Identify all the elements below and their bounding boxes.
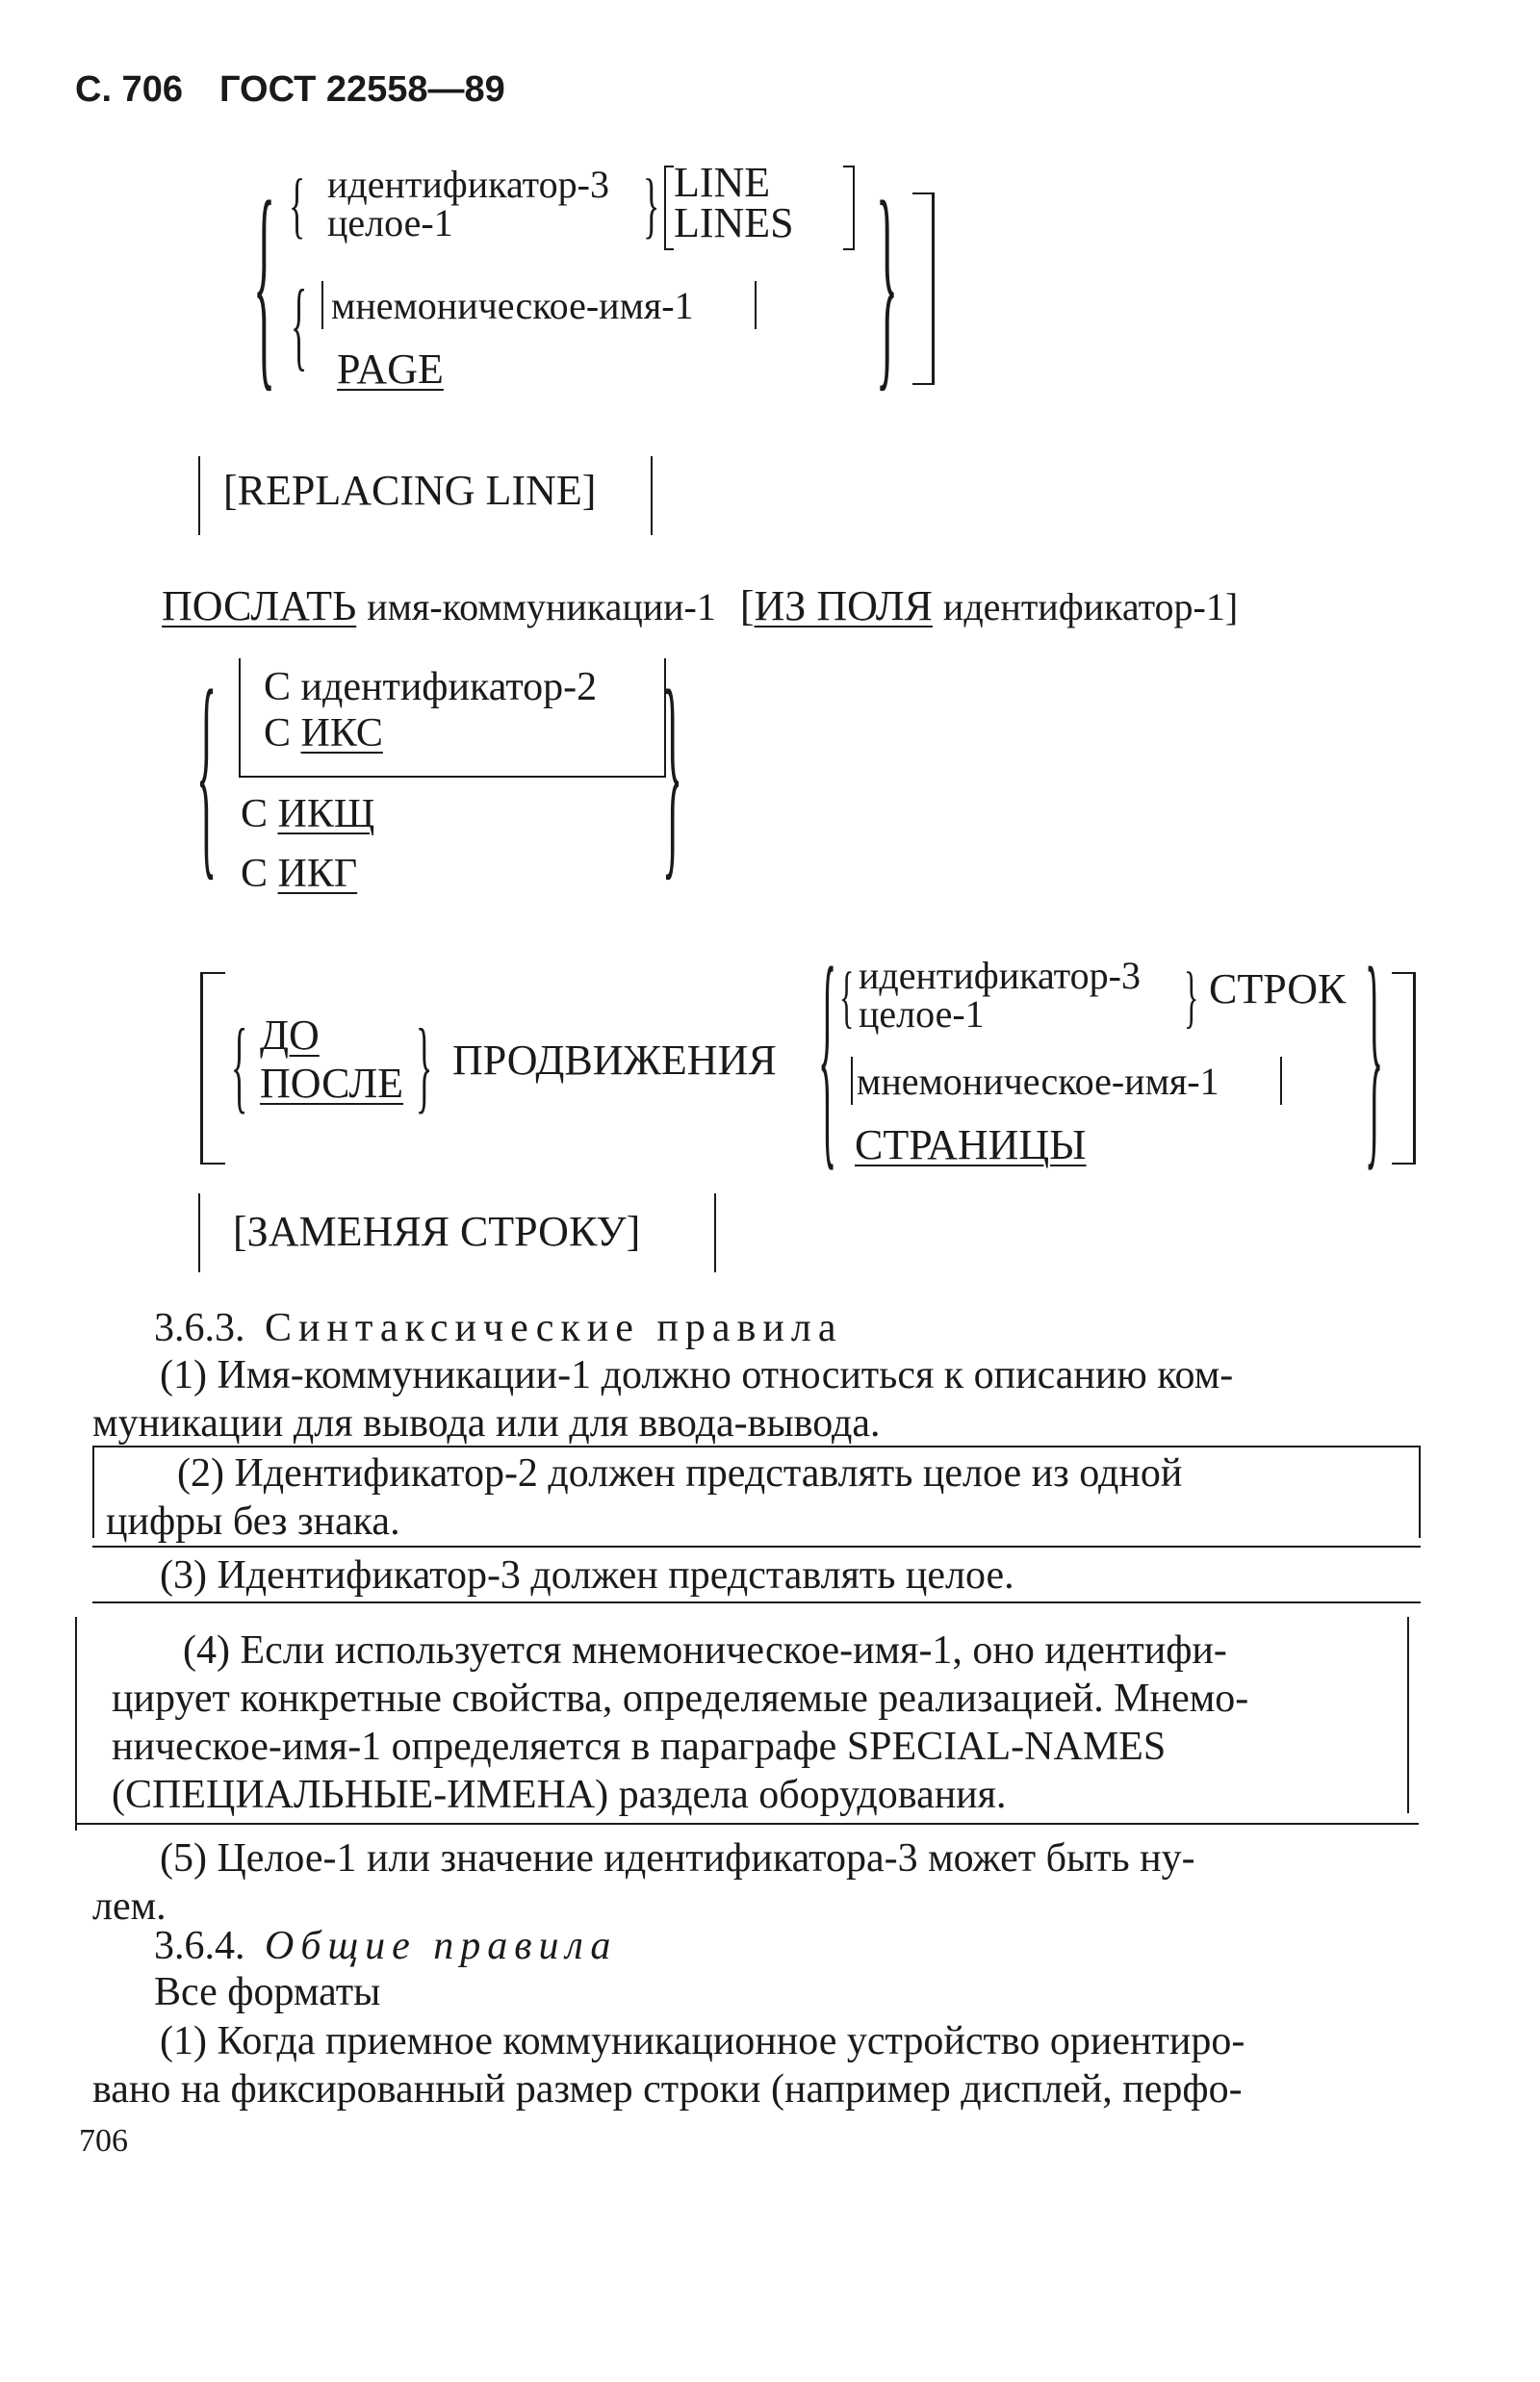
inner-left-brace-2: { [291, 269, 308, 381]
syntax-rule-2 [106, 1449, 1415, 1546]
with-iksh-prefix: С [241, 792, 278, 836]
advancing-options-left-brace: { [818, 921, 837, 1192]
general-rules-heading: Общие правила [265, 1924, 618, 1968]
replacing-rule-right [651, 456, 653, 535]
syntax-rule-3 [92, 1551, 1014, 1600]
outer-right-bracket-bottom [912, 383, 934, 385]
iksh-keyword: ИКЩ [277, 792, 375, 836]
rule-4-rule-bottom [75, 1823, 1419, 1825]
after-keyword: ПОСЛЕ [260, 1060, 404, 1107]
advancing-options-right-brace: } [1365, 921, 1384, 1192]
line-bracket-right-bottom [843, 248, 853, 250]
identifier-int-left-brace: { [839, 959, 855, 1036]
advancing-left-bracket-bottom [200, 1163, 225, 1165]
replacing-rule-left [198, 456, 200, 535]
page-number: 706 [79, 2123, 128, 2159]
advancing-right-bracket-top [1392, 972, 1415, 974]
line-bracket-left-bottom [664, 248, 674, 250]
advancing-right-bracket-bottom [1392, 1163, 1415, 1165]
syntax-rule-4-line-4: (СПЕЦИАЛЬНЫЕ-ИМЕНА) раздела оборудования. [112, 1773, 1007, 1817]
replacing-ru-rule-left [198, 1193, 200, 1272]
rule-4-change-bar-left [75, 1617, 77, 1831]
advancing-right-bracket [1413, 972, 1416, 1165]
advancing-left-bracket [200, 972, 203, 1165]
from-field-keyword: ИЗ ПОЛЯ [754, 582, 933, 629]
syntax-rule-4-line-2: цирует конкретные свойства, определяемые реализацией. Мнемо- [112, 1677, 1249, 1721]
line-bracket-right-top [843, 166, 853, 167]
rule-3-rule-top [92, 1546, 1421, 1548]
line-bracket-right [853, 166, 855, 250]
syntax-rule-4-line-3: ническое-имя-1 определяется в параграфе SPECIAL-NAMES [112, 1725, 1167, 1769]
pages-keyword-ru: СТРАНИЦЫ [855, 1121, 1087, 1168]
advancing-identifier-3: идентификатор-3 [859, 954, 1141, 997]
syntax-rule-5-line-2: лем. [92, 1884, 167, 1929]
syntax-rule-1 [92, 1351, 1421, 1447]
mnemonic-name-text: мнемоническое-имя-1 [331, 284, 694, 327]
with-ikg-prefix: С [241, 852, 278, 896]
rule-2-change-bar-right [1419, 1446, 1421, 1538]
line-bracket-left-top [664, 166, 674, 167]
ikg-keyword: ИКГ [277, 852, 358, 896]
with-identifier-2: С идентификатор-2 [264, 665, 598, 709]
communication-name-1: имя-коммуникации-1 [367, 585, 716, 628]
send-keyword: ПОСЛАТЬ [162, 582, 357, 629]
outer-right-brace: } [876, 158, 899, 412]
rule-4-change-bar-right [1407, 1617, 1409, 1813]
syntax-rule-5-line-1: (5) Целое-1 или значение идентификатора-3 может быть ну- [160, 1836, 1195, 1881]
rule-3-rule-bottom [92, 1601, 1421, 1603]
syntax-rule-2-line-1: (2) Идентификатор-2 должен представлять целое из одной [177, 1451, 1183, 1496]
before-after-right-brace: } [416, 1009, 433, 1124]
with-left-brace: { [196, 647, 218, 901]
inner-left-brace: { [289, 166, 306, 246]
rule-2-change-bar-left [92, 1446, 94, 1538]
general-rule-1 [92, 2017, 1421, 2113]
syntax-rule-4-line-1: (4) Если используется мнемоническое-имя-1, оно идентифи- [183, 1628, 1227, 1673]
syntax-rule-1-line-1: (1) Имя-коммуникации-1 должно относиться к описанию ком- [160, 1353, 1234, 1397]
outer-right-bracket-top [912, 192, 934, 194]
line-keyword: LINE [674, 159, 771, 206]
all-formats-subheading: Все форматы [154, 1970, 381, 2014]
general-rule-1-line-1: (1) Когда приемное коммуникационное устройство ориентиро- [160, 2019, 1245, 2063]
integer-1-text: целое-1 [327, 201, 453, 244]
lines-keyword-ru: СТРОК [1209, 965, 1347, 1012]
advancing-left-bracket-top [200, 972, 225, 974]
with-iks-prefix: С [264, 711, 301, 756]
replacing-line-clause: [REPLACING LINE] [223, 467, 597, 514]
identifier-1-text: идентификатор-1] [942, 585, 1239, 628]
page-header-standard: ГОСТ 22558—89 [219, 69, 505, 110]
inner-right-brace: } [643, 166, 660, 246]
general-rule-1-line-2: вано на фиксированный размер строки (например дисплей, перфо- [92, 2067, 1243, 2112]
lines-keyword: LINES [674, 199, 794, 246]
before-after-left-brace: { [231, 1009, 248, 1124]
replacing-ru-rule-right [714, 1193, 716, 1272]
general-rules-number: 3.6.4. [154, 1924, 245, 1968]
with-right-brace: } [662, 647, 683, 901]
syntax-rule-4 [112, 1626, 1401, 1819]
syntax-rule-3-line-1: (3) Идентификатор-3 должен представлять целое. [160, 1553, 1014, 1598]
outer-right-bracket [932, 192, 935, 385]
advancing-mnemonic-name: мнемоническое-имя-1 [857, 1060, 1219, 1103]
before-keyword: ДО [260, 1012, 320, 1059]
page-header-ref: С. 706 [75, 69, 183, 110]
identifier-int-right-brace: } [1184, 959, 1199, 1036]
syntax-rule-1-line-2: муникации для вывода или для ввода-вывода. [92, 1401, 881, 1446]
syntax-rule-2-line-2: цифры без знака. [106, 1499, 400, 1544]
from-open-bracket: [ [739, 582, 755, 629]
replacing-line-ru-clause: [ЗАМЕНЯЯ СТРОКУ] [233, 1208, 641, 1255]
syntax-rule-5 [92, 1834, 1421, 1931]
line-bracket-left [664, 166, 666, 250]
identifier-3-text: идентификатор-3 [327, 163, 609, 206]
rule-2-change-bar-top [92, 1446, 1421, 1447]
outer-left-brace: { [253, 158, 276, 412]
advancing-integer-1: целое-1 [859, 992, 985, 1036]
advancing-keyword: ПРОДВИЖЕНИЯ [452, 1037, 777, 1084]
syntax-rules-number: 3.6.3. [154, 1306, 245, 1350]
iks-keyword: ИКС [300, 711, 383, 756]
syntax-rules-heading: Синтаксические правила [265, 1306, 843, 1350]
page-keyword: PAGE [337, 346, 444, 393]
